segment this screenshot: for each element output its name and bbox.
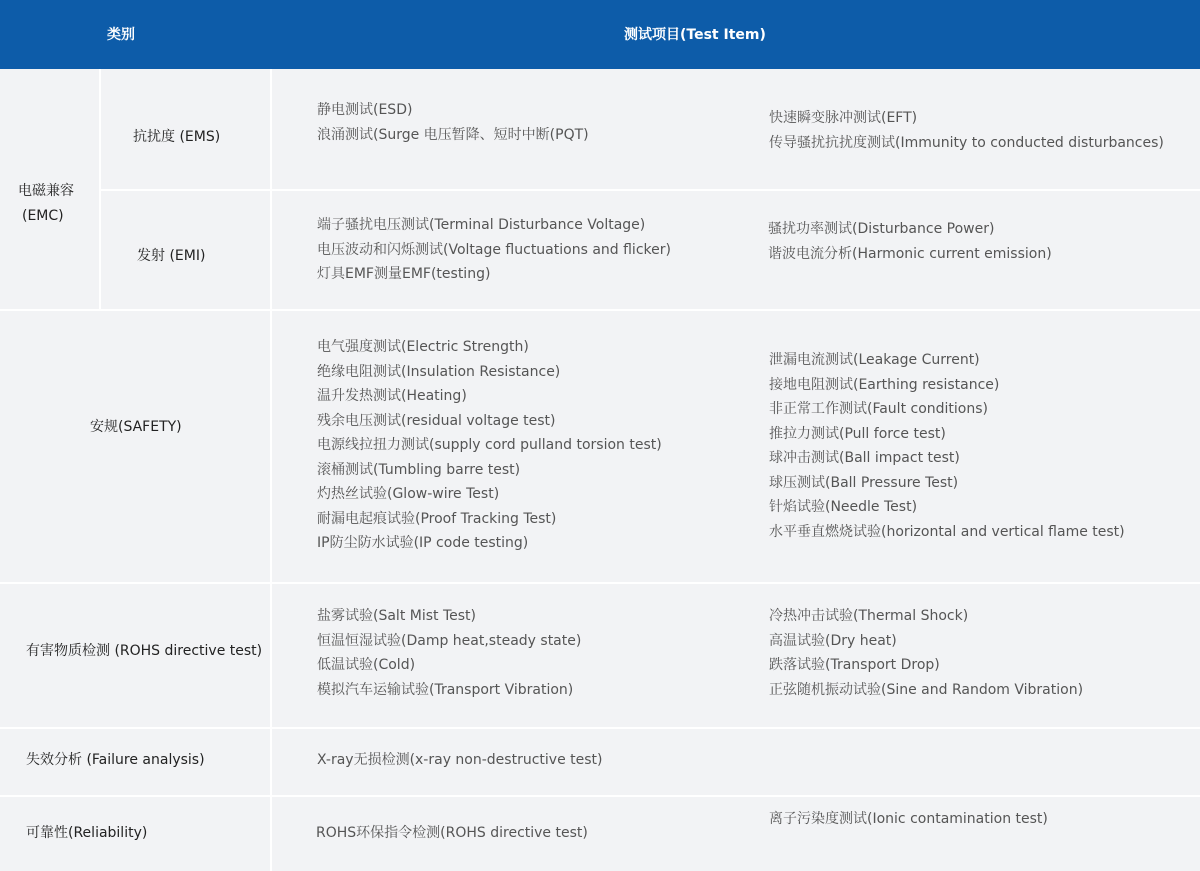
- list-item: 电源线拉扭力测试(supply cord pulland torsion test): [317, 437, 662, 453]
- rohs-items-left: [317, 604, 581, 702]
- list-item: 跌落试验(Transport Drop): [769, 657, 940, 673]
- list-item: 高温试验(Dry heat): [769, 632, 897, 649]
- divider: [101, 189, 1200, 191]
- reliability-items-right: [769, 807, 1048, 832]
- list-item: 电压波动和闪烁测试(Voltage fluctuations and flicker): [317, 241, 671, 258]
- list-item: 正弦随机振动试验(Sine and Random Vibration): [769, 681, 1084, 698]
- divider: [0, 582, 1200, 584]
- list-item: 端子骚扰电压测试(Terminal Disturbance Voltage): [317, 217, 646, 233]
- list-item: 针焰试验(Needle Test): [769, 499, 918, 515]
- list-item: X-ray无损检测(x-ray non-destructive test): [317, 752, 603, 768]
- reliability-items-left: [316, 821, 588, 846]
- list-item: IP防尘防水试验(IP code testing): [317, 535, 529, 551]
- list-item: 传导骚扰抗扰度测试(Immunity to conducted disturbances): [769, 134, 1164, 151]
- list-item: 球压测试(Ball Pressure Test): [769, 474, 959, 491]
- list-item: 冷热冲击试验(Thermal Shock): [769, 608, 969, 624]
- emi-items-right: [768, 217, 1052, 266]
- list-item: 耐漏电起痕试验(Proof Tracking Test): [317, 510, 557, 527]
- list-item: 滚桶测试(Tumbling barre test): [317, 461, 521, 478]
- list-item: 静电测试(ESD): [317, 102, 413, 118]
- category-emc-label: 电磁兼容 (EMC): [18, 183, 74, 224]
- list-item: 灼热丝试验(Glow-wire Test): [317, 486, 500, 502]
- subcategory-ems-label: 抗扰度 (EMS): [133, 129, 221, 145]
- rohs-items-right: [769, 604, 1083, 702]
- category-failure-label: 失效分析 (Failure analysis): [26, 752, 205, 768]
- list-item: 快速瞬变脉冲测试(EFT): [769, 110, 918, 126]
- divider: [0, 309, 1200, 311]
- category-reliability-label: 可靠性(Reliability): [26, 825, 148, 841]
- divider: [0, 795, 1200, 797]
- header-test-item: 测试项目(Test Item): [624, 27, 766, 43]
- list-item: 电气强度测试(Electric Strength): [317, 339, 529, 355]
- list-item: 谐波电流分析(Harmonic current emission): [768, 245, 1052, 262]
- ems-items-right: [769, 106, 1164, 155]
- ems-items-left: [317, 98, 589, 147]
- list-item: 浪涌测试(Surge 电压暂降、短时中断(PQT): [317, 126, 589, 143]
- list-item: 骚扰功率测试(Disturbance Power): [768, 221, 995, 237]
- list-item: 恒温恒湿试验(Damp heat,steady state): [317, 632, 582, 649]
- safety-items-left: [317, 335, 662, 556]
- emi-items-left: [317, 213, 671, 287]
- list-item: 离子污染度测试(Ionic contamination test): [769, 811, 1048, 827]
- safety-items-right: [769, 348, 1125, 544]
- list-item: 泄漏电流测试(Leakage Current): [769, 352, 980, 368]
- failure-items-left: [317, 748, 602, 773]
- list-item: 接地电阻测试(Earthing resistance): [769, 376, 1000, 393]
- header-category: 类别: [107, 27, 135, 43]
- list-item: 温升发热测试(Heating): [317, 388, 467, 404]
- category-rohs-label: 有害物质检测 (ROHS directive test): [26, 643, 263, 659]
- divider: [0, 727, 1200, 729]
- list-item: 推拉力测试(Pull force test): [769, 425, 946, 442]
- list-item: 残余电压测试(residual voltage test): [317, 412, 556, 429]
- list-item: 灯具EMF测量EMF(testing): [317, 266, 491, 282]
- category-safety-label: 安规(SAFETY): [90, 419, 182, 435]
- list-item: 模拟汽车运输试验(Transport Vibration): [317, 681, 574, 698]
- list-item: ROHS环保指令检测(ROHS directive test): [316, 825, 588, 841]
- list-item: 球冲击测试(Ball impact test): [769, 450, 960, 466]
- list-item: 非正常工作测试(Fault conditions): [769, 401, 988, 417]
- list-item: 盐雾试验(Salt Mist Test): [317, 608, 476, 624]
- list-item: 低温试验(Cold): [317, 657, 416, 673]
- list-item: 绝缘电阻测试(Insulation Resistance): [317, 363, 561, 380]
- list-item: 水平垂直燃烧试验(horizontal and vertical flame test): [769, 523, 1125, 540]
- table-header: [0, 0, 1200, 69]
- subcategory-emi-label: 发射 (EMI): [137, 248, 206, 264]
